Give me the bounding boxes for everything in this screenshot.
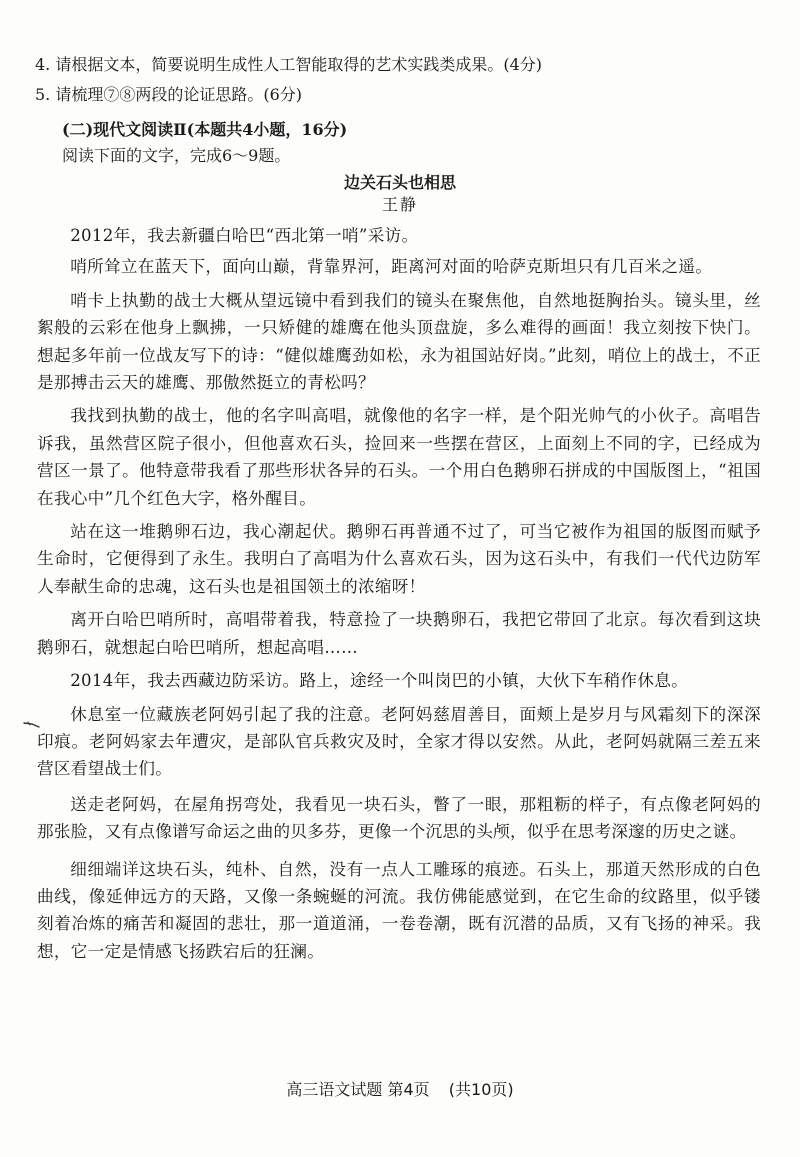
article-paragraph-2: 哨所耸立在蓝天下，面向山巅，背靠界河，距离河对面的哈萨克斯坦只有几百米之遥。	[70, 257, 713, 277]
question-list	[35, 50, 765, 110]
section-title: (二)现代文阅读Ⅱ(本题共4小题，16分)	[62, 120, 348, 139]
pen-mark-icon	[22, 718, 42, 732]
footer-subject: 高三语文试题	[286, 1080, 383, 1099]
footer-total: (共10页)	[448, 1080, 514, 1099]
question-5: 5. 请梳理⑦⑧两段的论证思路。(6分)	[35, 85, 303, 104]
article-body	[37, 222, 761, 965]
article-paragraph-10: 细细端详这块石头，纯朴、自然，没有一点人工雕琢的痕迹。石头上，那道天然形成的白色曲线，像延伸远方的天路，又像一条蜿蜒的河流。我仿佛能感觉到，在它生命的纹路里，似乎镂刻着冶炼的痛苦和凝固的悲壮，那一道道涌，一卷卷潮，既有沉潜的品质，又有飞扬的神采。我想，它一定是情感飞扬跌宕后的狂澜。	[37, 859, 761, 961]
article-paragraph-3: 哨卡上执勤的战士大概从望远镜中看到我们的镜头在聚焦他，自然地挺胸抬头。镜头里，丝絮般的云彩在他身上飘拂，一只矫健的雄鹰在他头顶盘旋，多么难得的画面！我立刻按下快门。想起多年前一位战友写下的诗：“健似雄鹰劲如松，永为祖国站好岗。”此刻，哨位上的战士，不正是那搏击云天的雄鹰、那傲然挺立的青松吗？	[37, 290, 761, 393]
article-paragraph-8: 休息室一位藏族老阿妈引起了我的注意。老阿妈慈眉善目，面颊上是岁月与风霜刻下的深深印痕。老阿妈家去年遭灾，是部队官兵救灾及时，全家才得以安然。从此，老阿妈就隔三差五来营区看望战士们。	[37, 704, 761, 779]
footer-page: 第4页	[387, 1080, 430, 1099]
article-paragraph-6: 离开白哈巴哨所时，高唱带着我，特意捡了一块鹅卵石，我把它带回了北京。每次看到这块鹅卵石，就想起白哈巴哨所，想起高唱……	[37, 610, 761, 657]
article-title: 边关石头也相思	[343, 173, 456, 192]
article-paragraph-7: 2014年，我去西藏边防采访。路上，途经一个叫岗巴的小镇，大伙下车稍作休息。	[70, 671, 689, 691]
article-paragraph-5: 站在这一堆鹅卵石边，我心潮起伏。鹅卵石再普通不过了，可当它被作为祖国的版图而赋予生命时，它便得到了永生。我明白了高唱为什么喜欢石头，因为这石头中，有我们一代代边防军人奉献生命的忠魂，这石头也是祖国领土的浓缩呀！	[37, 522, 761, 596]
question-4: 4. 请根据文本，简要说明生成性人工智能取得的艺术实践类成果。(4分)	[35, 55, 543, 74]
article-paragraph-4: 我找到执勤的战士，他的名字叫高唱，就像他的名字一样，是个阳光帅气的小伙子。高唱告诉我，虽然营区院子很小，但他喜欢石头，捡回来一些摆在营区，上面刻上不同的字，已经成为营区一景了。他特意带我看了那些形状各异的石头。一个用白色鹅卵石拼成的中国版图上，“祖国在我心中”几个红色大字，格外醒目。	[37, 406, 761, 508]
article-paragraph-1: 2012年，我去新疆白哈巴“西北第一哨”采访。	[70, 226, 419, 245]
article-author: 王静	[381, 195, 418, 214]
article-paragraph-9: 送走老阿妈，在屋角拐弯处，我看见一块石头，瞥了一眼，那粗粝的样子，有点像老阿妈的那张脸，又有点像谱写命运之曲的贝多芬，更像一个沉思的头颅，似乎在思考深邃的历史之谜。	[37, 794, 761, 842]
page-footer	[0, 1078, 800, 1102]
section-instruction: 阅读下面的文字，完成6～9题。	[62, 146, 291, 165]
